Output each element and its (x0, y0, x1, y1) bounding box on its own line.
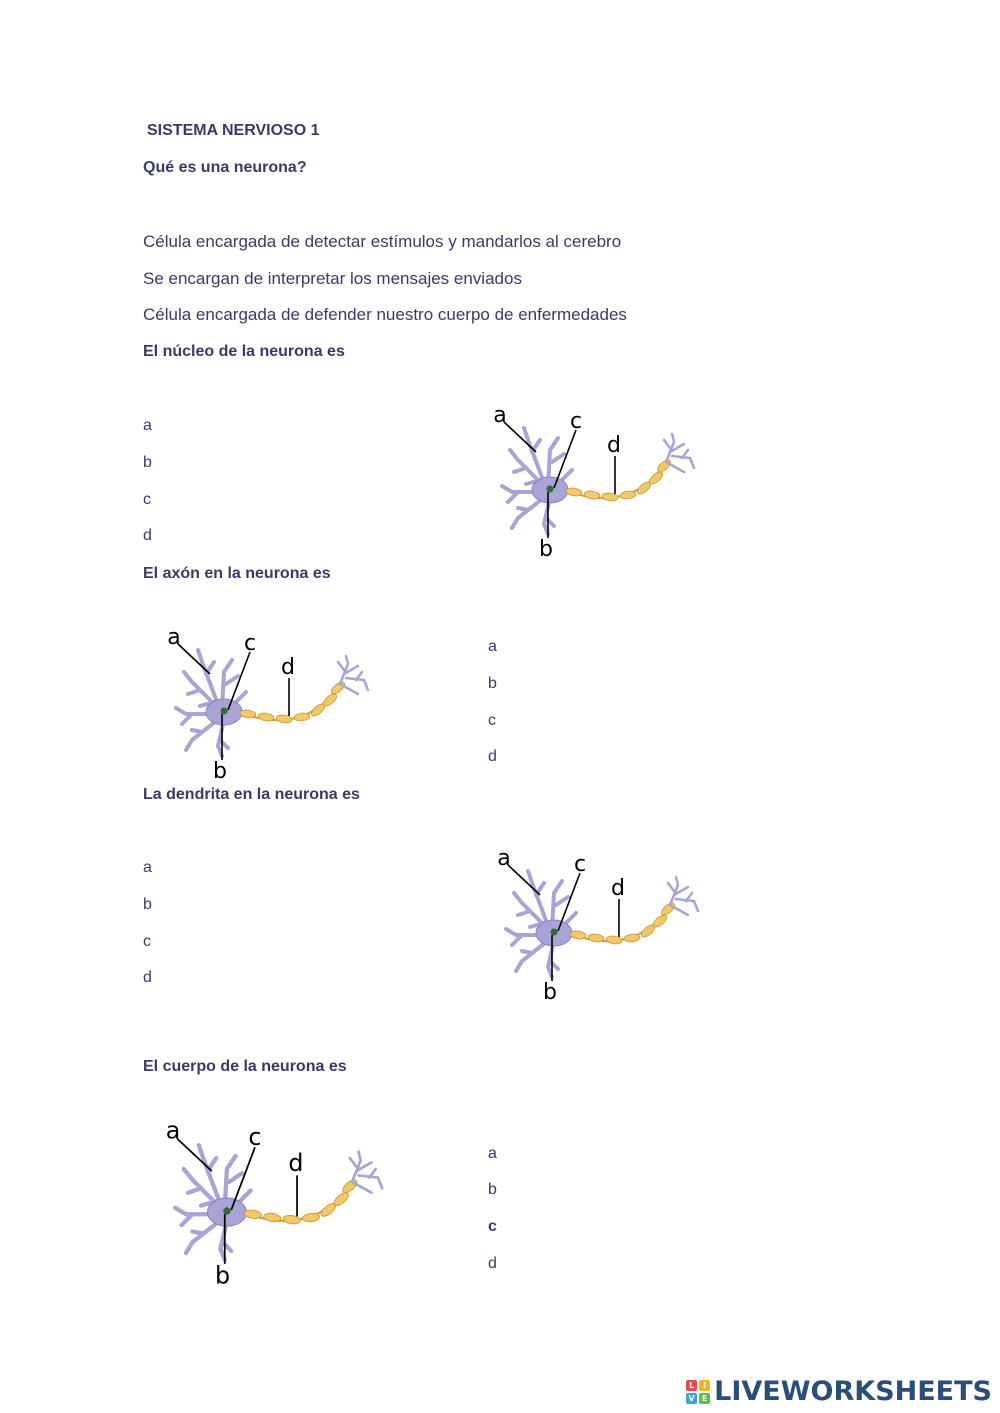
logo-letter-l: L (686, 1380, 697, 1391)
diagram-label-a: a (167, 625, 181, 650)
q3-option-b[interactable]: b (488, 675, 497, 692)
q5-option-a[interactable]: a (488, 1145, 497, 1162)
q3-option-c[interactable]: c (488, 712, 496, 729)
liveworksheets-brand (686, 1376, 992, 1407)
q4-option-c[interactable]: c (143, 933, 151, 950)
liveworksheets-logo-icon (686, 1380, 710, 1404)
q3-option-d[interactable]: d (488, 748, 497, 765)
q1-option-3[interactable]: Célula encargada de defender nuestro cuerpo de enfermedades (143, 305, 627, 324)
neuron-diagram-3 (492, 843, 707, 1008)
question-1: Qué es una neurona? (143, 159, 307, 176)
diagram-label-b: b (213, 759, 227, 784)
diagram-label-b: b (543, 980, 557, 1005)
q3-option-a[interactable]: a (488, 638, 497, 655)
page-title: SISTEMA NERVIOSO 1 (147, 122, 320, 139)
q4-option-d[interactable]: d (143, 969, 152, 986)
diagram-label-b: b (215, 1261, 231, 1290)
q1-option-2[interactable]: Se encargan de interpretar los mensajes enviados (143, 269, 522, 288)
diagram-label-a: a (165, 1116, 181, 1145)
diagram-label-a: a (493, 403, 507, 428)
q2-option-c[interactable]: c (143, 491, 151, 508)
diagram-label-c: c (243, 631, 257, 656)
neuron-diagram-2 (162, 622, 377, 787)
q4-option-a[interactable]: a (143, 859, 152, 876)
question-5: El cuerpo de la neurona es (143, 1058, 347, 1075)
neuron-diagram-1 (488, 400, 703, 565)
diagram-label-c: c (248, 1123, 262, 1152)
diagram-label-d: d (288, 1149, 304, 1178)
q4-option-b[interactable]: b (143, 896, 152, 913)
diagram-label-d: d (607, 433, 621, 458)
diagram-label-c: c (573, 852, 587, 877)
diagram-label-c: c (569, 409, 583, 434)
q2-option-d[interactable]: d (143, 527, 152, 544)
q5-option-c[interactable]: c (488, 1218, 497, 1235)
q1-option-1[interactable]: Célula encargada de detectar estímulos y mandarlos al cerebro (143, 232, 622, 251)
question-2: El núcleo de la neurona es (143, 343, 345, 360)
q2-option-a[interactable]: a (143, 417, 152, 434)
diagram-label-d: d (281, 655, 295, 680)
logo-letter-i: I (699, 1380, 710, 1391)
q5-option-b[interactable]: b (488, 1181, 497, 1198)
logo-letter-e: E (699, 1393, 710, 1404)
question-3: El axón en la neurona es (143, 565, 331, 582)
brand-text: LIVEWORKSHEETS (714, 1376, 992, 1407)
q5-option-d[interactable]: d (488, 1255, 497, 1272)
diagram-label-b: b (539, 537, 553, 562)
diagram-label-a: a (497, 846, 511, 871)
logo-letter-v: V (686, 1393, 697, 1404)
q2-option-b[interactable]: b (143, 454, 152, 471)
diagram-label-d: d (611, 876, 625, 901)
question-4: La dendrita en la neurona es (143, 786, 360, 803)
neuron-diagram-4 (160, 1115, 392, 1293)
